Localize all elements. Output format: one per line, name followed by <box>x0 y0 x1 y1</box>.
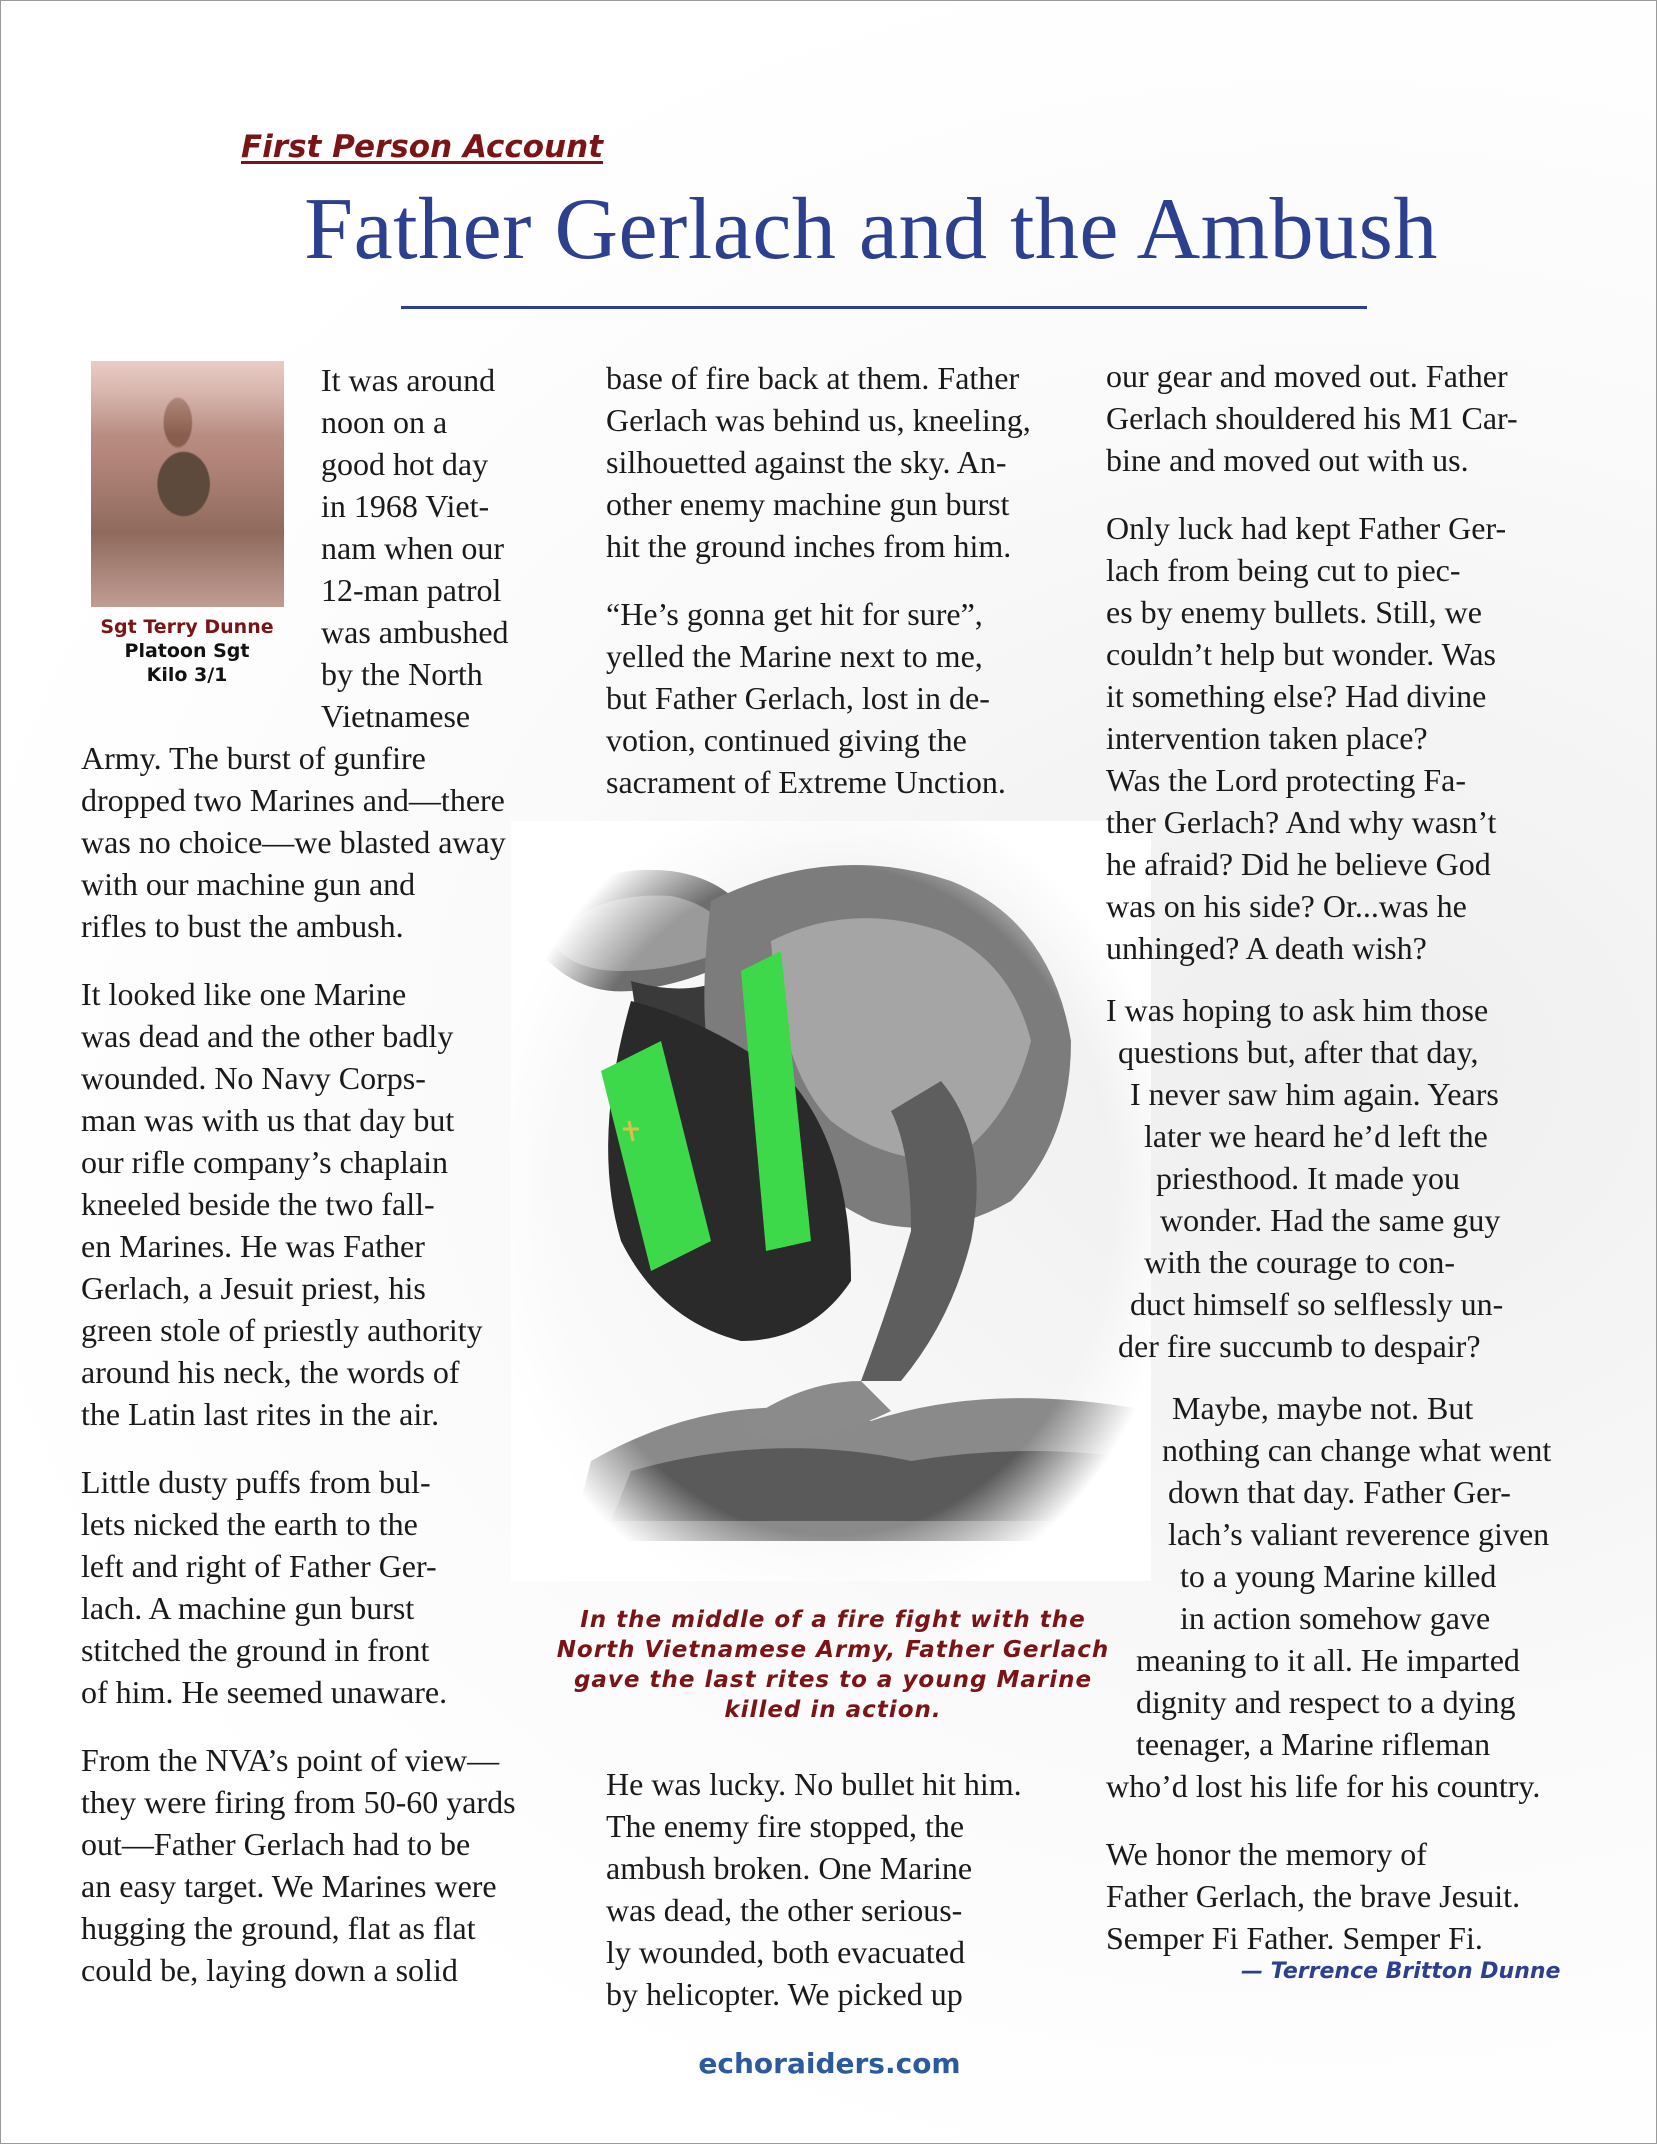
col2-paragraph-2: “He’s gonna get hit for sure”, yelled the Marine next to me, but Father Gerlach, lost in de- votion, continued giving the sacrament of Extreme Unction. <box>606 596 1006 800</box>
photo-caption: In the middle of a fire fight with the North Vietnamese Army, Father Gerlach gave the last rites to a young Marine killed in action. <box>556 1607 1110 1723</box>
col1-paragraph-4: From the NVA’s point of view— they were firing from 50-60 yards out—Father Gerlach had to be an easy target. We Marines were hugging the ground, flat as flat could be, laying down a solid <box>81 1742 516 1988</box>
title-divider <box>401 306 1367 309</box>
col3-paragraph-5: We honor the memory of Father Gerlach, the brave Jesuit. Semper Fi Father. Semper Fi. <box>1106 1836 1521 1956</box>
portrait-caption-rank: Platoon Sgt <box>124 640 250 662</box>
article-title: Father Gerlach and the Ambush <box>304 181 1438 278</box>
section-kicker: First Person Account <box>241 129 604 165</box>
chaplain-ambush-photo <box>511 821 1151 1581</box>
portrait-caption-unit: Kilo 3/1 <box>146 664 228 686</box>
author-signoff: — Terrence Britton Dunne <box>1241 1959 1561 1984</box>
column-2-bottom <box>606 1763 1086 2015</box>
column-2-top <box>606 357 1086 803</box>
col1-paragraph-3: Little dusty puffs from bul- lets nicked the earth to the left and right of Father Ger- lach. A machine gun burst stitched the ground in front of him. He seemed unaware. <box>81 1464 448 1710</box>
col3-paragraph-4: Maybe, maybe not. But nothing can change what went down that day. Father Ger- lach’s valiant reverence given to a young Marine killed in action somehow gave meaning to it all. He imparted dignity and respect to a dying teenager, a Marine rifleman who’d lost his life for his country. <box>1106 1390 1552 1804</box>
col1-paragraph-2: It looked like one Marine was dead and the other badly wounded. No Navy Corps- man was with us that day but our rifle company’s chaplain kneeled beside the two fall- en Marines. He was Father Gerlach, a Jesuit priest, his green stole of priestly authority around his neck, the words of the Latin last rites in the air. <box>81 976 483 1432</box>
portrait-caption-name: Sgt Terry Dunne <box>100 616 274 638</box>
col3-paragraph-2: Only luck had kept Father Ger- lach from being cut to piec- es by enemy bullets. Still, we couldn’t help but wonder. Was it something else? Had divine intervention taken place? Was the Lord protecting Fa- ther Gerlach? And why wasn’t he afraid? Did he believe God was on his side? Or...was he unhinged? A death wish? <box>1106 510 1507 966</box>
column-3 <box>1106 355 1626 1959</box>
col1-paragraph-1: It was around noon on a good hot day in 1968 Viet- nam when our 12-man patrol was ambushed by the North Vietnamese Army. The burst of gunfire dropped two Marines and—there was no choice—we blasted away with our machine gun and rifles to bust the ambush. <box>81 362 509 944</box>
col3-paragraph-1: our gear and moved out. Father Gerlach shouldered his M1 Car- bine and moved out with us. <box>1106 358 1518 478</box>
col2-paragraph-1: base of fire back at them. Father Gerlach was behind us, kneeling, silhouetted against the sky. An- other enemy machine gun burst hit the ground inches from him. <box>606 360 1031 564</box>
col3-paragraph-3: I was hoping to ask him those questions but, after that day, I never saw him again. Years later we heard he’d left the priesthood. It made you wonder. Had the same guy with the courage to con- duct himself so selflessly un- der fire succumb to despair? <box>1106 992 1504 1364</box>
site-footer-link[interactable]: echoraiders.com <box>698 2047 961 2080</box>
column-1 <box>81 359 551 1991</box>
col2-paragraph-3: He was lucky. No bullet hit him. The enemy fire stopped, the ambush broken. One Marine was dead, the other serious- ly wounded, both evacuated by helicopter. We picked up <box>606 1766 1022 2012</box>
